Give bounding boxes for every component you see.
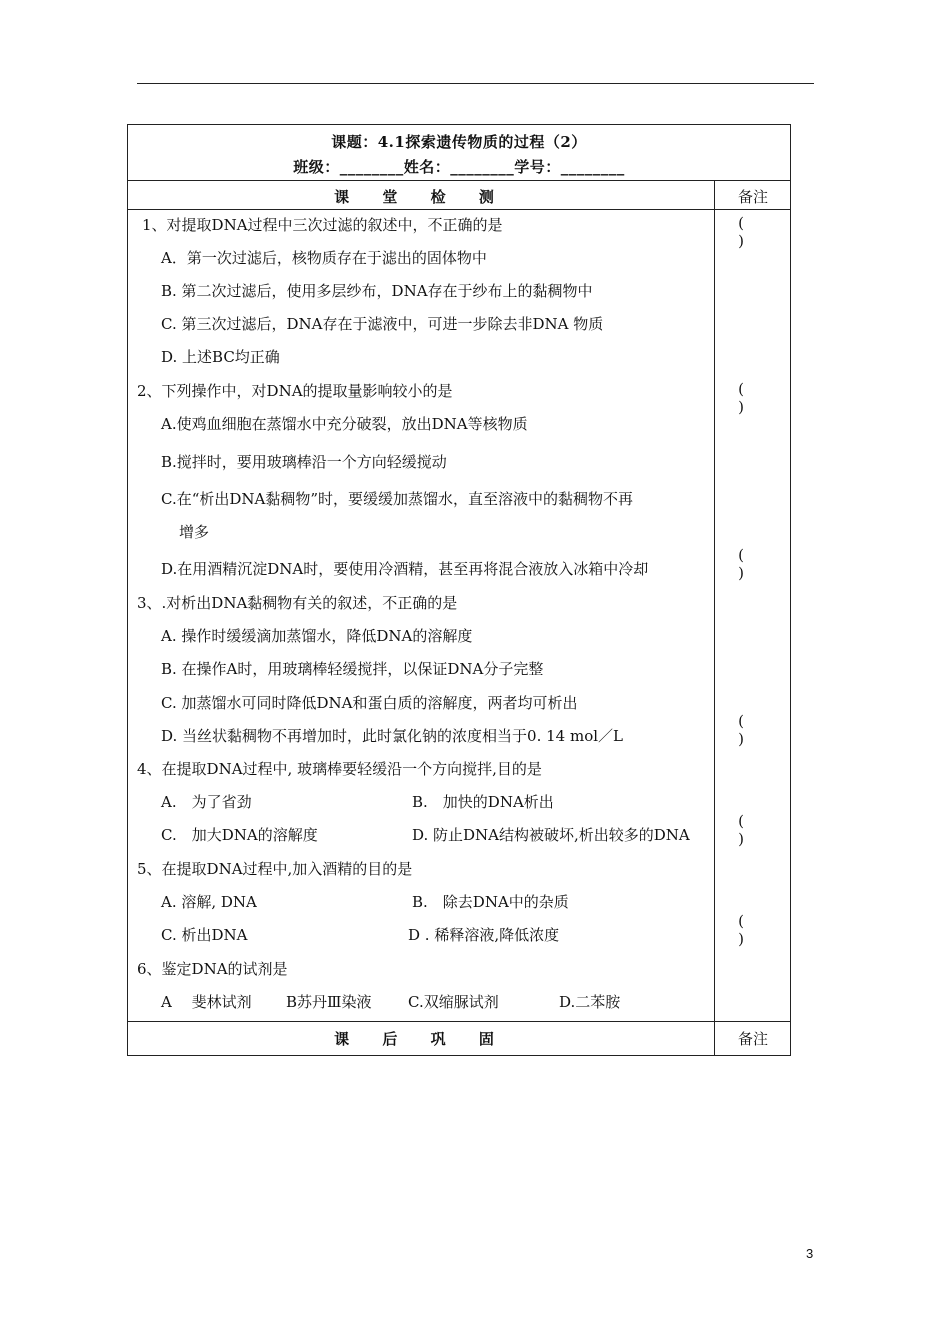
q2-option-d: D.在用酒精沉淀DNA时，要使用冷酒精，甚至再将混合液放入冰箱中冷却: [161, 560, 649, 578]
q6-stem: 6、鉴定DNA的试剂是: [137, 960, 288, 978]
page-number: 3: [806, 1246, 814, 1261]
q1-answer-paren: ( ): [738, 214, 764, 250]
q2-option-c-line2: 增多: [179, 523, 210, 541]
column-divider: [714, 180, 715, 1055]
q6-option-c: C.双缩脲试剂: [408, 993, 499, 1011]
q4-option-d: D. 防止DNA结构被破坏,析出较多的DNA: [412, 826, 690, 844]
classroom-test-title: 课 堂 检 测: [334, 188, 508, 206]
q5-option-b: B. 除去DNA中的杂质: [412, 893, 569, 911]
q4-answer-paren: ( ): [738, 712, 764, 748]
header-rule: [137, 83, 814, 84]
q3-option-c: C. 加蒸馏水可同时降低DNA和蛋白质的溶解度，两者均可析出: [161, 694, 578, 712]
page-title: 课题：4.1探索遗传物质的过程（2）: [331, 133, 587, 151]
q4-option-c: C. 加大DNA的溶解度: [161, 826, 318, 844]
q3-answer-paren: ( ): [738, 546, 764, 582]
q5-answer-paren: ( ): [738, 812, 764, 848]
q6-option-d: D.二苯胺: [559, 993, 621, 1011]
worksheet-table: [127, 124, 791, 1056]
q3-option-b: B. 在操作A时，用玻璃棒轻缓搅拌，以保证DNA分子完整: [161, 660, 544, 678]
q6-answer-paren: ( ): [738, 912, 764, 948]
remark-label: 备注: [737, 188, 768, 206]
q1-option-d: D. 上述BC均正确: [161, 348, 280, 366]
q3-option-a: A. 操作时缓缓滴加蒸馏水，降低DNA的溶解度: [161, 627, 473, 645]
after-class-header: [128, 1021, 790, 1056]
q2-answer-paren: ( ): [738, 380, 764, 416]
q2-option-a: A.使鸡血细胞在蒸馏水中充分破裂，放出DNA等核物质: [161, 415, 528, 433]
q5-stem: 5、在提取DNA过程中,加入酒精的目的是: [137, 860, 413, 878]
q6-option-b: B苏丹Ⅲ染液: [286, 993, 372, 1011]
q3-stem: 3、.对析出DNA黏稠物有关的叙述，不正确的是: [137, 594, 458, 612]
q5-option-d: D . 稀释溶液,降低浓度: [408, 926, 560, 944]
q3-option-d: D. 当丝状黏稠物不再增加时，此时氯化钠的浓度相当于0. 14 mol／L: [161, 727, 623, 745]
classroom-test-header: [128, 180, 790, 210]
q2-stem: 2、下列操作中，对DNA的提取量影响较小的是: [137, 382, 453, 400]
title-block: [128, 125, 790, 181]
q2-option-c-line1: C.在“析出DNA黏稠物”时，要缓缓加蒸馏水，直至溶液中的黏稠物不再: [161, 490, 634, 508]
q4-option-b: B. 加快的DNA析出: [412, 793, 554, 811]
q4-option-a: A. 为了省劲: [161, 793, 252, 811]
q1-stem: 1、对提取DNA过程中三次过滤的叙述中，不正确的是: [142, 216, 503, 234]
q4-stem: 4、在提取DNA过程中, 玻璃棒要轻缓沿一个方向搅拌,目的是: [137, 760, 542, 778]
remark-label-after: 备注: [737, 1030, 768, 1048]
q5-option-a: A. 溶解, DNA: [161, 893, 257, 911]
q5-option-c: C. 析出DNA: [161, 926, 248, 944]
q1-option-b: B. 第二次过滤后，使用多层纱布，DNA存在于纱布上的黏稠物中: [161, 282, 593, 300]
q6-option-a: A 斐林试剂: [161, 993, 252, 1011]
after-class-title: 课 后 巩 固: [334, 1030, 508, 1048]
q2-option-b: B.搅拌时，要用玻璃棒沿一个方向轻缓搅动: [161, 453, 447, 471]
student-info-line: 班级：________姓名：________学号：________: [293, 158, 625, 176]
q1-option-c: C. 第三次过滤后，DNA存在于滤液中，可进一步除去非DNA 物质: [161, 315, 604, 333]
q1-option-a: A．第一次过滤后，核物质存在于滤出的固体物中: [161, 249, 487, 267]
